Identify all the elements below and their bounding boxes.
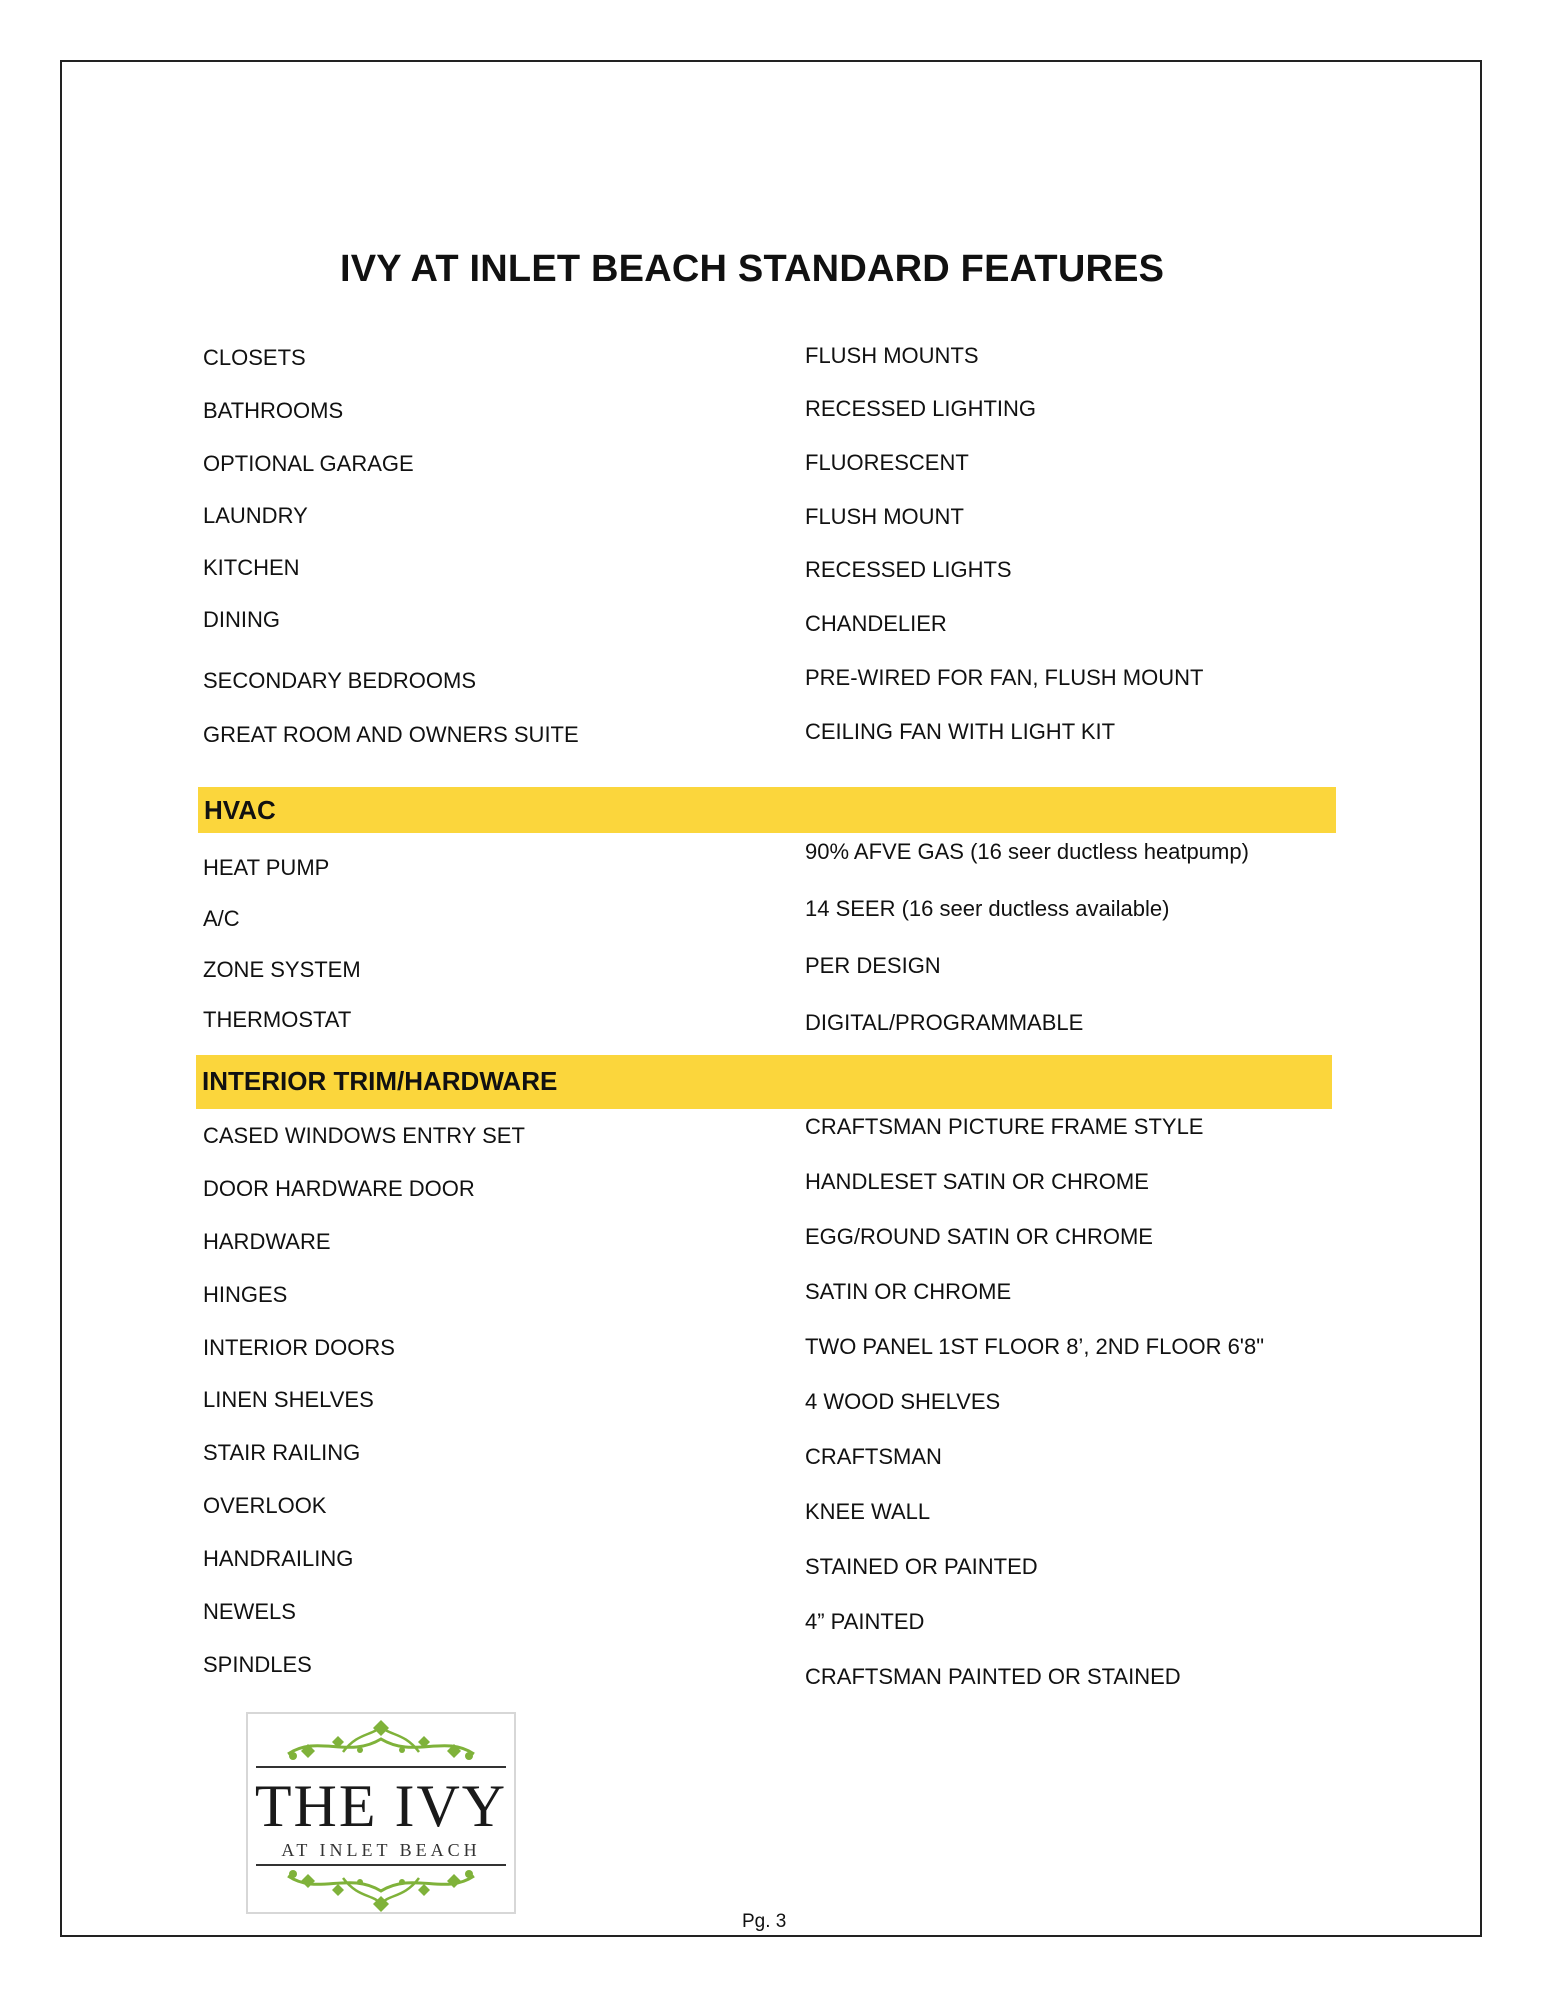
- feature-item: DOOR HARDWARE DOOR: [203, 1176, 475, 1201]
- feature-spec: PRE-WIRED FOR FAN, FLUSH MOUNT: [805, 665, 1204, 690]
- logo-rule: [256, 1766, 506, 1768]
- feature-item: LINEN SHELVES: [203, 1387, 374, 1412]
- feature-item: CLOSETS: [203, 345, 306, 370]
- feature-spec: PER DESIGN: [805, 953, 941, 978]
- feature-spec: RECESSED LIGHTS: [805, 557, 1012, 582]
- feature-item: INTERIOR DOORS: [203, 1335, 395, 1360]
- feature-spec: FLUSH MOUNT: [805, 504, 964, 529]
- feature-spec: EGG/ROUND SATIN OR CHROME: [805, 1224, 1153, 1249]
- section-heading: INTERIOR TRIM/HARDWARE: [202, 1066, 558, 1096]
- feature-item: CASED WINDOWS ENTRY SET: [203, 1123, 525, 1148]
- feature-spec: DIGITAL/PROGRAMMABLE: [805, 1010, 1084, 1035]
- feature-spec: TWO PANEL 1ST FLOOR 8’, 2ND FLOOR 6'8": [805, 1334, 1265, 1359]
- feature-spec: 4 WOOD SHELVES: [805, 1389, 1001, 1414]
- feature-item: HINGES: [203, 1282, 288, 1307]
- logo-wordmark: THE IVY: [254, 1773, 508, 1839]
- feature-spec: SATIN OR CHROME: [805, 1279, 1012, 1304]
- feature-spec: 90% AFVE GAS (16 seer ductless heatpump): [805, 839, 1249, 864]
- feature-spec: FLUORESCENT: [805, 450, 969, 475]
- feature-spec: FLUSH MOUNTS: [805, 343, 979, 368]
- feature-spec: KNEE WALL: [805, 1499, 931, 1524]
- feature-item: OVERLOOK: [203, 1493, 327, 1518]
- feature-spec: STAINED OR PAINTED: [805, 1554, 1038, 1579]
- logo-subtitle: AT INLET BEACH: [281, 1840, 481, 1860]
- feature-spec: 14 SEER (16 seer ductless available): [805, 896, 1170, 921]
- feature-spec: CHANDELIER: [805, 611, 947, 636]
- feature-spec: CRAFTSMAN PICTURE FRAME STYLE: [805, 1114, 1204, 1139]
- feature-spec: HANDLESET SATIN OR CHROME: [805, 1169, 1149, 1194]
- feature-item: NEWELS: [203, 1599, 296, 1624]
- page-number: Pg. 3: [742, 1911, 787, 1932]
- feature-item: THERMOSTAT: [203, 1007, 352, 1032]
- feature-item: HANDRAILING: [203, 1546, 354, 1571]
- feature-item: BATHROOMS: [203, 398, 344, 423]
- ivy-vine-bottom-icon: [248, 1862, 514, 1914]
- feature-item: HEAT PUMP: [203, 855, 330, 880]
- feature-item: KITCHEN: [203, 555, 300, 580]
- feature-spec: CRAFTSMAN PAINTED OR STAINED: [805, 1664, 1181, 1689]
- ivy-vine-top-icon: [248, 1714, 514, 1774]
- feature-item: ZONE SYSTEM: [203, 957, 361, 982]
- feature-item: SPINDLES: [203, 1652, 312, 1677]
- feature-item: OPTIONAL GARAGE: [203, 451, 414, 476]
- feature-item: HARDWARE: [203, 1229, 331, 1254]
- feature-item: LAUNDRY: [203, 503, 308, 528]
- feature-item: STAIR RAILING: [203, 1440, 361, 1465]
- feature-item: SECONDARY BEDROOMS: [203, 668, 477, 693]
- feature-spec: CRAFTSMAN: [805, 1444, 942, 1469]
- the-ivy-logo: [246, 1712, 516, 1914]
- feature-spec: CEILING FAN WITH LIGHT KIT: [805, 719, 1116, 744]
- feature-item: A/C: [203, 906, 240, 931]
- feature-item: DINING: [203, 607, 280, 632]
- section-heading: HVAC: [204, 795, 276, 825]
- feature-item: GREAT ROOM AND OWNERS SUITE: [203, 722, 579, 747]
- section-header-interior-trim: [196, 1055, 1332, 1109]
- page-title: IVY AT INLET BEACH STANDARD FEATURES: [340, 248, 1165, 290]
- feature-spec: RECESSED LIGHTING: [805, 396, 1037, 421]
- feature-spec: 4” PAINTED: [805, 1609, 925, 1634]
- section-header-hvac: [198, 787, 1336, 833]
